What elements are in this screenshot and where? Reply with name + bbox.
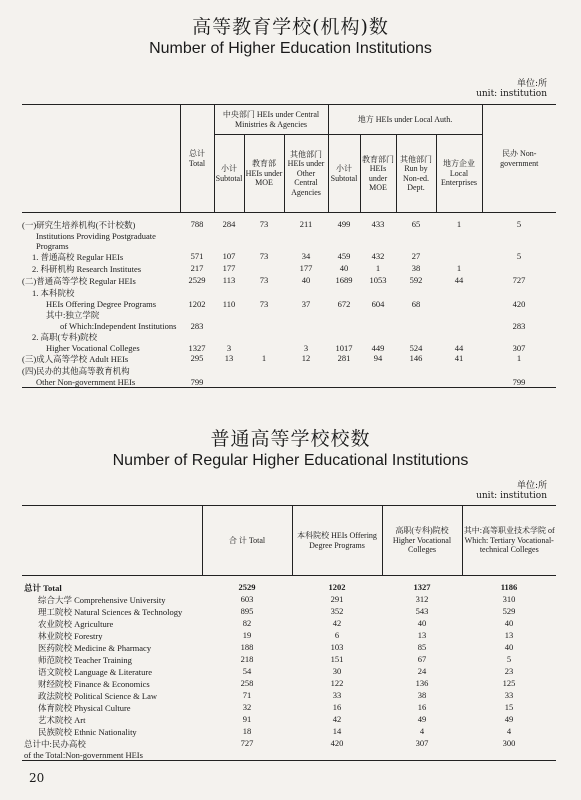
row-label-text: 师范院校 Teacher Training bbox=[38, 655, 132, 665]
table-cell: 529 bbox=[502, 606, 516, 616]
table-cell: 49 bbox=[417, 714, 427, 724]
section1-unit-cn: 单位:所 bbox=[516, 79, 547, 89]
table-cell: 73 bbox=[259, 219, 269, 229]
table-cell: 33 bbox=[504, 690, 514, 700]
table-cell: 19 bbox=[242, 630, 252, 640]
table-cell: 44 bbox=[454, 343, 464, 353]
table-row bbox=[22, 654, 556, 666]
table-cell: 15 bbox=[504, 702, 514, 712]
table-cell: 13 bbox=[224, 353, 234, 363]
table-cell: 420 bbox=[512, 299, 526, 309]
table-cell: 73 bbox=[259, 299, 269, 309]
row-label-text: 林业院校 Forestry bbox=[38, 631, 103, 641]
col-header-local-enterprises: 地方企业 Local Enterprises bbox=[436, 135, 482, 213]
table-cell: 33 bbox=[332, 690, 342, 700]
table-cell: 136 bbox=[415, 678, 429, 688]
row-label bbox=[22, 213, 180, 252]
table-cell bbox=[436, 251, 482, 263]
col-header-tertiary: 其中:高等职业技术学院 of Which: Tertiary Vocational-technical Colleges bbox=[462, 506, 556, 576]
table-row bbox=[22, 353, 556, 365]
table-cell: 42 bbox=[332, 618, 342, 628]
table-cell: 110 bbox=[222, 299, 236, 309]
table-cell: 3 bbox=[303, 343, 309, 353]
table-cell: 1202 bbox=[188, 299, 206, 309]
table-cell: 727 bbox=[202, 738, 292, 761]
row-label bbox=[22, 309, 180, 331]
table-cell: 49 bbox=[504, 714, 514, 724]
table-cell: 151 bbox=[330, 654, 344, 664]
table-cell: 1327 bbox=[188, 343, 206, 353]
row-label bbox=[22, 606, 202, 618]
table-row bbox=[22, 309, 556, 331]
row-label-en: Higher Vocational Colleges bbox=[46, 343, 140, 353]
table-row bbox=[22, 594, 556, 606]
row-label-en: Other Non-government HEIs bbox=[36, 377, 136, 387]
table-cell: 459 bbox=[337, 251, 351, 261]
table-cell: 2529 bbox=[238, 582, 256, 592]
table-row bbox=[22, 690, 556, 702]
row-label-text: 语文院校 Language & Literature bbox=[38, 667, 153, 677]
table-cell: 177 bbox=[299, 263, 313, 273]
row-label-text: 医药院校 Medicine & Pharmacy bbox=[38, 643, 152, 653]
row-label bbox=[22, 263, 180, 275]
table-cell: 543 bbox=[415, 606, 429, 616]
table-cell: 433 bbox=[371, 219, 385, 229]
section1-unit-en: unit: institution bbox=[476, 89, 547, 99]
table-cell: 18 bbox=[242, 726, 252, 736]
table-cell: 312 bbox=[415, 594, 429, 604]
row-label bbox=[22, 702, 202, 714]
table-cell bbox=[244, 365, 284, 388]
page-number: 20 bbox=[29, 771, 45, 785]
table-cell: 40 bbox=[301, 275, 311, 285]
table-row bbox=[22, 618, 556, 630]
table-cell: 40 bbox=[504, 642, 514, 652]
table-cell: 1 bbox=[375, 263, 381, 273]
table1-body bbox=[22, 213, 556, 388]
row-label bbox=[22, 331, 180, 353]
table-cell: 73 bbox=[259, 251, 269, 261]
table-cell: 788 bbox=[190, 219, 204, 229]
table-row bbox=[22, 213, 556, 252]
section2-title-cn: 普通高等学校校数 bbox=[210, 428, 371, 450]
table-cell: 307 bbox=[382, 738, 462, 761]
table-cell: 211 bbox=[299, 219, 313, 229]
table-cell: 499 bbox=[337, 219, 351, 229]
table-cell bbox=[284, 365, 328, 388]
table-cell: 82 bbox=[242, 618, 252, 628]
table-cell: 14 bbox=[332, 726, 342, 736]
table-cell: 5 bbox=[516, 251, 522, 261]
table-row bbox=[22, 287, 556, 309]
table-cell: 42 bbox=[332, 714, 342, 724]
row-label-cn: 1. 普通高校 Regular HEIs bbox=[32, 252, 124, 262]
table-cell: 91 bbox=[242, 714, 252, 724]
table-row bbox=[22, 642, 556, 654]
table-cell: 799 bbox=[180, 365, 214, 388]
col-header-degree: 本科院校 HEIs Offering Degree Programs bbox=[292, 506, 382, 576]
row-label bbox=[22, 654, 202, 666]
table-cell: 27 bbox=[411, 251, 421, 261]
row-header-corner bbox=[22, 105, 180, 213]
table-cell: 217 bbox=[190, 263, 204, 273]
table-cell: 40 bbox=[417, 618, 427, 628]
table-cell: 67 bbox=[417, 654, 427, 664]
table-cell: 146 bbox=[409, 353, 423, 363]
table-row bbox=[22, 714, 556, 726]
table-cell bbox=[214, 365, 244, 388]
table-cell bbox=[214, 309, 244, 331]
table-cell bbox=[244, 331, 284, 353]
table-cell: 352 bbox=[330, 606, 344, 616]
row-label-text: 总计中:民办高校 bbox=[24, 739, 86, 749]
row-label bbox=[22, 365, 180, 388]
col-header-local-moe: 教育部门 HEIs under MOE bbox=[360, 135, 396, 213]
table-cell bbox=[328, 365, 360, 388]
row-header-corner bbox=[22, 506, 202, 576]
table-cell bbox=[244, 263, 284, 275]
row-label bbox=[22, 666, 202, 678]
table-cell: 107 bbox=[222, 251, 236, 261]
row-label bbox=[22, 690, 202, 702]
table-cell: 420 bbox=[292, 738, 382, 761]
table-cell: 16 bbox=[332, 702, 342, 712]
section1-title-en: Number of Higher Education Institutions bbox=[149, 40, 432, 57]
table-cell: 71 bbox=[242, 690, 252, 700]
table-cell: 432 bbox=[371, 251, 385, 261]
table-cell: 310 bbox=[502, 594, 516, 604]
row-label-text: 政法院校 Political Science & Law bbox=[38, 691, 157, 701]
col-header-local-subtotal: 小计 Subtotal bbox=[328, 135, 360, 213]
table-cell: 307 bbox=[512, 343, 526, 353]
row-label bbox=[22, 353, 180, 365]
table-row bbox=[22, 251, 556, 263]
row-label-cn: 其中:独立学院 bbox=[46, 310, 100, 320]
table-cell: 1 bbox=[456, 263, 462, 273]
table-cell: 16 bbox=[417, 702, 427, 712]
row-label bbox=[22, 251, 180, 263]
table-cell: 218 bbox=[240, 654, 254, 664]
table-row bbox=[22, 275, 556, 287]
table-cell: 284 bbox=[222, 219, 236, 229]
table-cell: 1 bbox=[516, 353, 522, 363]
row-label-text: 体育院校 Physical Culture bbox=[38, 703, 131, 713]
col-header-private: 民办 Non-government bbox=[482, 105, 556, 213]
section1-title-cn: 高等教育学校(机构)数 bbox=[192, 16, 389, 38]
table-cell bbox=[284, 309, 328, 331]
col-header-total: 总计 Total bbox=[180, 105, 214, 213]
table-cell: 65 bbox=[411, 219, 421, 229]
col-header-central: 中央部门 HEIs under Central Ministries & Agencies bbox=[214, 105, 328, 135]
table-cell: 295 bbox=[190, 353, 204, 363]
row-label-text: 理工院校 Natural Sciences & Technology bbox=[38, 607, 183, 617]
table-cell: 592 bbox=[409, 275, 423, 285]
col-header-local: 地方 HEIs under Local Auth. bbox=[328, 105, 482, 135]
table-cell: 1186 bbox=[500, 582, 518, 592]
section2-unit-cn: 单位:所 bbox=[516, 481, 547, 491]
col-header-local-other: 其他部门 Run by Non-ed. Dept. bbox=[396, 135, 436, 213]
row-label-en: Institutions Providing Postgraduate bbox=[36, 231, 156, 241]
table-cell: 94 bbox=[373, 353, 383, 363]
row-label-cn: (四)民办的其他高等教育机构 bbox=[22, 366, 130, 376]
section2-unit-en: unit: institution bbox=[476, 491, 547, 501]
table-cell: 4 bbox=[419, 726, 425, 736]
table-cell: 6 bbox=[334, 630, 340, 640]
table-cell: 23 bbox=[504, 666, 514, 676]
table-cell bbox=[396, 365, 436, 388]
table-cell: 44 bbox=[454, 275, 464, 285]
row-label bbox=[22, 678, 202, 690]
row-label bbox=[22, 275, 180, 287]
table-cell: 1017 bbox=[335, 343, 353, 353]
table-cell: 672 bbox=[337, 299, 351, 309]
row-label-cn: (三)成人高等学校 Adult HEIs bbox=[22, 354, 129, 364]
table-cell: 38 bbox=[411, 263, 421, 273]
table-row bbox=[22, 331, 556, 353]
table-cell bbox=[328, 309, 360, 331]
col-header-central-subtotal: 小计 Subtotal bbox=[214, 135, 244, 213]
table-cell: 799 bbox=[482, 365, 556, 388]
higher-education-institutions-table bbox=[22, 104, 556, 388]
table-cell: 571 bbox=[190, 251, 204, 261]
table-cell bbox=[482, 263, 556, 275]
table-cell: 37 bbox=[301, 299, 311, 309]
table-row bbox=[22, 365, 556, 388]
table-row bbox=[22, 263, 556, 275]
row-label bbox=[22, 738, 202, 761]
table-cell: 85 bbox=[417, 642, 427, 652]
table-cell: 603 bbox=[240, 594, 254, 604]
row-label-cn: 1. 本科院校 bbox=[32, 288, 75, 298]
col-header-central-other: 其他部门 HEIs under Other Central Agencies bbox=[284, 135, 328, 213]
table-cell: 4 bbox=[506, 726, 512, 736]
table-cell: 103 bbox=[330, 642, 344, 652]
table-cell: 5 bbox=[506, 654, 512, 664]
col-header-total: 合 计 Total bbox=[202, 506, 292, 576]
row-label-cn: (一)研究生培养机构(不计校数) bbox=[22, 220, 136, 230]
table-cell: 258 bbox=[240, 678, 254, 688]
table-cell bbox=[436, 309, 482, 331]
row-label-text: 总计 Total bbox=[24, 583, 62, 593]
table-cell: 41 bbox=[454, 353, 464, 363]
table-row bbox=[22, 606, 556, 618]
table-cell: 13 bbox=[417, 630, 427, 640]
table-row bbox=[22, 678, 556, 690]
table-cell bbox=[360, 309, 396, 331]
table-row bbox=[22, 630, 556, 642]
table-cell: 283 bbox=[512, 321, 526, 331]
row-label-en: of Which:Independent Institutions bbox=[60, 321, 177, 331]
table-cell: 604 bbox=[371, 299, 385, 309]
table-cell: 73 bbox=[259, 275, 269, 285]
row-label-text: 民族院校 Ethnic Nationality bbox=[38, 727, 137, 737]
table-cell: 1327 bbox=[413, 582, 431, 592]
table-cell: 281 bbox=[337, 353, 351, 363]
table-cell: 40 bbox=[339, 263, 349, 273]
row-label bbox=[22, 642, 202, 654]
col-header-central-moe: 教育部 HEIs under MOE bbox=[244, 135, 284, 213]
row-label-text: 综合大学 Comprehensive University bbox=[38, 595, 166, 605]
section2-title-en: Number of Regular Higher Educational Institutions bbox=[112, 452, 469, 469]
table-cell: 54 bbox=[242, 666, 252, 676]
row-label bbox=[22, 726, 202, 738]
table-cell bbox=[396, 309, 436, 331]
row-label bbox=[22, 618, 202, 630]
row-label bbox=[22, 287, 180, 309]
table-cell: 30 bbox=[332, 666, 342, 676]
row-label-en: HEIs Offering Degree Programs bbox=[46, 299, 157, 309]
table-cell: 727 bbox=[512, 275, 526, 285]
row-label-text: 艺术院校 Art bbox=[38, 715, 86, 725]
table-cell: 291 bbox=[330, 594, 344, 604]
table-row bbox=[22, 738, 556, 761]
table-cell: 125 bbox=[502, 678, 516, 688]
table-cell: 38 bbox=[417, 690, 427, 700]
table-cell: 122 bbox=[330, 678, 344, 688]
row-label bbox=[22, 714, 202, 726]
table-row bbox=[22, 576, 556, 595]
table2-body bbox=[22, 576, 556, 761]
table-cell: 1 bbox=[456, 219, 462, 229]
table-cell: 13 bbox=[504, 630, 514, 640]
table-row bbox=[22, 726, 556, 738]
table-row bbox=[22, 702, 556, 714]
table-cell: 1053 bbox=[369, 275, 387, 285]
table-cell: 283 bbox=[190, 321, 204, 331]
table-cell: 188 bbox=[240, 642, 254, 652]
table-cell: 1 bbox=[261, 353, 267, 363]
table-cell: 5 bbox=[516, 219, 522, 229]
regular-higher-institutions-table bbox=[22, 505, 556, 761]
table-cell: 1202 bbox=[328, 582, 346, 592]
table-cell bbox=[436, 287, 482, 309]
table-cell: 12 bbox=[301, 353, 311, 363]
row-label-cn: 2. 高职(专科)院校 bbox=[32, 332, 98, 342]
col-header-vocational: 高职(专科)院校 Higher Vocational Colleges bbox=[382, 506, 462, 576]
table-cell: 895 bbox=[240, 606, 254, 616]
table-cell: 177 bbox=[222, 263, 236, 273]
table-cell: 68 bbox=[411, 299, 421, 309]
row-label-text: 农业院校 Agriculture bbox=[38, 619, 114, 629]
table-row bbox=[22, 666, 556, 678]
row-label-cn: (二)普通高等学校 Regular HEIs bbox=[22, 276, 136, 286]
row-label-cn: 2. 科研机构 Research Institutes bbox=[32, 264, 142, 274]
table-cell: 24 bbox=[417, 666, 427, 676]
row-label bbox=[22, 576, 202, 595]
row-label-text: 财经院校 Finance & Economics bbox=[38, 679, 150, 689]
row-label-en2: Programs bbox=[36, 241, 69, 251]
table-cell bbox=[436, 365, 482, 388]
table-cell bbox=[244, 309, 284, 331]
row-label bbox=[22, 594, 202, 606]
table-cell bbox=[360, 365, 396, 388]
table-cell: 2529 bbox=[188, 275, 206, 285]
table-cell: 524 bbox=[409, 343, 423, 353]
table-cell: 300 bbox=[462, 738, 556, 761]
table-cell: 449 bbox=[371, 343, 385, 353]
row-label bbox=[22, 630, 202, 642]
table-cell: 1689 bbox=[335, 275, 353, 285]
table-cell: 113 bbox=[222, 275, 236, 285]
table-cell: 40 bbox=[504, 618, 514, 628]
row-label-en: of the Total:Non-government HEIs bbox=[24, 750, 143, 760]
table-cell: 34 bbox=[301, 251, 311, 261]
table-cell: 3 bbox=[226, 343, 232, 353]
table-cell: 32 bbox=[242, 702, 252, 712]
